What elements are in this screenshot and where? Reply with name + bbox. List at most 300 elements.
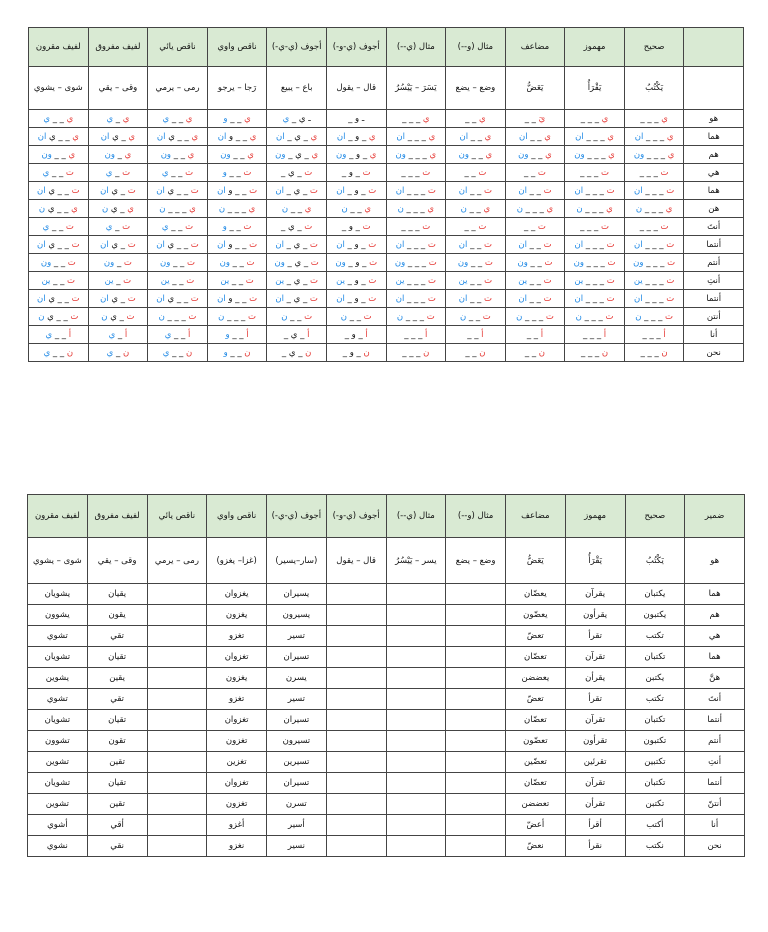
column-header: مهموز bbox=[565, 495, 625, 538]
conjugation-cell: تقي bbox=[87, 689, 147, 710]
conjugation-cell bbox=[326, 689, 386, 710]
conjugation-cell bbox=[386, 815, 446, 836]
column-header: صحيح bbox=[625, 495, 685, 538]
conjugation-cell bbox=[326, 773, 386, 794]
conjugation-cell bbox=[326, 626, 386, 647]
column-header: أجوف (ي-ي-) bbox=[267, 495, 327, 538]
pronoun-cell: أنتما bbox=[684, 290, 744, 308]
conjugation-cell bbox=[147, 626, 207, 647]
conjugation-cell: أقرأ bbox=[565, 815, 625, 836]
conjugation-cell: ت _ _ ون bbox=[207, 254, 267, 272]
table-row bbox=[29, 290, 744, 308]
conjugation-cell: نسير bbox=[267, 836, 327, 857]
column-header: مضاعف bbox=[505, 28, 565, 67]
conjugation-cell: يسيران bbox=[267, 584, 327, 605]
conjugation-cell: ت _ _ ي ان bbox=[29, 290, 89, 308]
example-verb-cell: باع – يبيع bbox=[267, 67, 327, 110]
pronoun-cell: هما bbox=[684, 182, 744, 200]
pronoun-cell: أنتِ bbox=[685, 752, 745, 773]
conjugation-cell: تسير bbox=[267, 689, 327, 710]
conjugation-cell: أشوي bbox=[28, 815, 88, 836]
conjugation-cell: ت _ _ ي ن bbox=[29, 308, 89, 326]
conjugation-cell: تقون bbox=[87, 731, 147, 752]
table-row bbox=[29, 272, 744, 290]
conjugation-cell bbox=[147, 668, 207, 689]
column-header: أجوف (ي-و-) bbox=[326, 495, 386, 538]
example-verb-cell: يَعَضُّ bbox=[505, 67, 565, 110]
conjugation-cell: ت _ _ _ ن bbox=[386, 308, 446, 326]
conjugation-cell: ي _ _ ان bbox=[505, 128, 565, 146]
conjugation-cell: ي _ _ _ ان bbox=[624, 128, 684, 146]
column-header bbox=[684, 28, 744, 67]
conjugation-cell: تشويان bbox=[28, 647, 88, 668]
conjugation-cell: ت _ ي _ ان bbox=[267, 182, 327, 200]
conjugation-cell: نغزو bbox=[207, 836, 267, 857]
conjugation-cell: ت _ و _ ين bbox=[326, 272, 386, 290]
table-row bbox=[29, 344, 744, 362]
example-verbs-row bbox=[28, 538, 745, 584]
example-verb-cell: وضع – يضع bbox=[446, 67, 506, 110]
column-header: مضاعف bbox=[506, 495, 566, 538]
table-row bbox=[29, 164, 744, 182]
conjugation-cell: أ _ _ _ bbox=[624, 326, 684, 344]
conjugation-cell: ت _ و _ ان bbox=[326, 236, 386, 254]
conjugation-examples-table bbox=[27, 494, 745, 857]
conjugation-cell: يعضضن bbox=[506, 668, 566, 689]
conjugation-cell: ن _ _ ي bbox=[148, 344, 208, 362]
conjugation-cell: ي _ _ ان bbox=[446, 128, 506, 146]
conjugation-cell: ت _ _ _ ن bbox=[148, 308, 208, 326]
conjugation-cell: ت _ ي _ ان bbox=[267, 236, 327, 254]
conjugation-cell bbox=[446, 689, 506, 710]
conjugation-cell: تسيران bbox=[267, 710, 327, 731]
conjugation-cell: ت _ _ ي ان bbox=[29, 236, 89, 254]
conjugation-cell: يشوون bbox=[28, 605, 88, 626]
example-verb-cell bbox=[684, 67, 744, 110]
table-row bbox=[28, 689, 745, 710]
conjugation-cell: ت _ ون bbox=[88, 254, 148, 272]
conjugation-cell: ت _ _ ن bbox=[267, 308, 327, 326]
conjugation-cell: أغزو bbox=[207, 815, 267, 836]
conjugation-cell: يقرأون bbox=[565, 605, 625, 626]
conjugation-cell: ت _ ي _ ون bbox=[267, 254, 327, 272]
conjugation-cell: ت _ _ و ان bbox=[207, 236, 267, 254]
conjugation-cell: ت _ _ ن bbox=[446, 308, 506, 326]
conjugation-cell: ت _ _ ي ان bbox=[148, 236, 208, 254]
column-header: لفيف مفروق bbox=[87, 495, 147, 538]
conjugation-cell: يغزون bbox=[207, 605, 267, 626]
column-header: صحيح bbox=[624, 28, 684, 67]
example-verb-cell: يَعَضُّ bbox=[506, 538, 566, 584]
conjugation-cell: ي _ _ ن bbox=[267, 200, 327, 218]
example-verb-cell: هو bbox=[685, 538, 745, 584]
pronoun-cell: هن bbox=[684, 200, 744, 218]
conjugation-cell: نعضّ bbox=[506, 836, 566, 857]
conjugation-cell: ت _ ي _ bbox=[267, 218, 327, 236]
conjugation-cell: ت _ _ ان bbox=[446, 236, 506, 254]
conjugation-cell: ي _ _ _ ان bbox=[386, 128, 446, 146]
conjugation-cell: ي _ _ _ ون bbox=[624, 146, 684, 164]
conjugation-cell: أكتب bbox=[625, 815, 685, 836]
conjugation-cell: ي _ _ ي ان bbox=[148, 128, 208, 146]
conjugation-cell: تسيران bbox=[267, 773, 327, 794]
conjugation-cell: تقيان bbox=[87, 647, 147, 668]
conjugation-cell: تغزون bbox=[207, 794, 267, 815]
conjugation-cell: ي _ _ _ ن bbox=[505, 200, 565, 218]
conjugation-cell: ت _ _ _ ون bbox=[565, 254, 625, 272]
conjugation-cell bbox=[386, 626, 446, 647]
conjugation-cell: ت _ _ _ bbox=[386, 218, 446, 236]
conjugation-cell: ي _ _ _ ن bbox=[624, 200, 684, 218]
conjugation-cell: ت _ _ ين bbox=[29, 272, 89, 290]
conjugation-cell: ي _ _ ون bbox=[29, 146, 89, 164]
conjugation-cell: تشويان bbox=[28, 710, 88, 731]
conjugation-cell: ت _ و _ bbox=[326, 164, 386, 182]
conjugation-cell: يقرآن bbox=[565, 584, 625, 605]
conjugation-cell: أعضّ bbox=[506, 815, 566, 836]
conjugation-cell bbox=[147, 815, 207, 836]
conjugation-cell: ت _ _ ان bbox=[505, 236, 565, 254]
example-verb-cell: رَجا – يرجو bbox=[207, 67, 267, 110]
conjugation-cell: ي _ _ _ bbox=[386, 110, 446, 128]
conjugation-cell: ت _ _ ين bbox=[505, 272, 565, 290]
conjugation-cell: ت _ _ _ ان bbox=[386, 236, 446, 254]
pronoun-cell: أنتن bbox=[684, 308, 744, 326]
conjugation-cell: تغزوان bbox=[207, 647, 267, 668]
conjugation-cell: تشوون bbox=[28, 731, 88, 752]
conjugation-cell: تكتبان bbox=[625, 773, 685, 794]
conjugation-cell bbox=[326, 731, 386, 752]
conjugation-cell: تغزوان bbox=[207, 773, 267, 794]
conjugation-cell: تقرأون bbox=[565, 731, 625, 752]
example-verb-cell: يَسَرَ – يَيْسُرُ bbox=[386, 67, 446, 110]
conjugation-cell bbox=[147, 836, 207, 857]
conjugation-cell: ن _ ي bbox=[88, 344, 148, 362]
conjugation-cell: تكتبان bbox=[625, 647, 685, 668]
conjugation-cell: ي _ _ bbox=[446, 110, 506, 128]
table-row bbox=[29, 236, 744, 254]
conjugation-cell: يقرأن bbox=[565, 668, 625, 689]
conjugation-cell: ت _ _ _ ون bbox=[386, 254, 446, 272]
conjugation-cell bbox=[446, 836, 506, 857]
pronoun-cell: أنتما bbox=[685, 773, 745, 794]
pronoun-cell: أنتنّ bbox=[685, 794, 745, 815]
conjugation-cell: ت _ _ ون bbox=[29, 254, 89, 272]
conjugation-cell: ي _ _ _ bbox=[624, 110, 684, 128]
conjugation-cell bbox=[446, 584, 506, 605]
conjugation-cell: تعضّون bbox=[506, 731, 566, 752]
pronoun-cell: هما bbox=[684, 128, 744, 146]
conjugation-cell bbox=[147, 689, 207, 710]
conjugation-cell: ي _ _ _ ن bbox=[148, 200, 208, 218]
conjugation-cell bbox=[147, 605, 207, 626]
pronoun-cell: أنتَ bbox=[685, 689, 745, 710]
conjugation-cell: ت _ _ _ ان bbox=[624, 236, 684, 254]
conjugation-cell: ت _ _ _ bbox=[624, 164, 684, 182]
conjugation-cell: تغزين bbox=[207, 752, 267, 773]
conjugation-cell: ت _ _ _ bbox=[565, 164, 625, 182]
conjugation-cell: ت _ _ ون bbox=[148, 254, 208, 272]
conjugation-cell: تكتب bbox=[625, 626, 685, 647]
conjugation-cell: ي _ ي _ ون bbox=[267, 146, 327, 164]
conjugation-cell bbox=[386, 647, 446, 668]
conjugation-cell: ت _ _ _ ان bbox=[565, 236, 625, 254]
conjugation-cell: ي _ _ ي bbox=[148, 110, 208, 128]
conjugation-cell: ت _ و _ ان bbox=[326, 290, 386, 308]
conjugation-cell: ي _ _ ن bbox=[326, 200, 386, 218]
conjugation-cell bbox=[147, 710, 207, 731]
conjugation-cell: نشوي bbox=[28, 836, 88, 857]
conjugation-cell: ن _ ي _ bbox=[267, 344, 327, 362]
conjugation-cell: ت _ _ ان bbox=[446, 182, 506, 200]
pronoun-cell: هنَّ bbox=[685, 668, 745, 689]
conjugation-cell: ي _ _ ون bbox=[505, 146, 565, 164]
conjugation-cell bbox=[386, 731, 446, 752]
pronoun-cell: هما bbox=[685, 647, 745, 668]
pronoun-cell: هم bbox=[685, 605, 745, 626]
conjugation-cell: تقرأن bbox=[565, 794, 625, 815]
conjugation-cell: ن _ _ و bbox=[207, 344, 267, 362]
pronoun-cell: هي bbox=[684, 164, 744, 182]
pronoun-cell: هي bbox=[685, 626, 745, 647]
conjugation-cell: تشوي bbox=[28, 626, 88, 647]
conjugation-cell: ـ ي _ ي bbox=[267, 110, 327, 128]
conjugation-cell: ي _ _ _ ون bbox=[565, 146, 625, 164]
conjugation-cell: ت _ ي _ bbox=[267, 164, 327, 182]
pronoun-cell: أنتِ bbox=[684, 272, 744, 290]
conjugation-cell: ي _ _ _ ن bbox=[565, 200, 625, 218]
conjugation-cell: ن _ _ _ bbox=[565, 344, 625, 362]
conjugation-cell bbox=[147, 647, 207, 668]
conjugation-cell: ت _ _ _ ين bbox=[624, 272, 684, 290]
pronoun-cell: نحن bbox=[685, 836, 745, 857]
table-row bbox=[28, 626, 745, 647]
conjugation-cell bbox=[446, 647, 506, 668]
column-header: لفيف مقرون bbox=[29, 28, 89, 67]
conjugation-cell: ت _ _ bbox=[446, 164, 506, 182]
conjugation-cell bbox=[147, 794, 207, 815]
conjugation-cell: يشويان bbox=[28, 584, 88, 605]
table-row bbox=[28, 815, 745, 836]
conjugation-cell: تسيران bbox=[267, 647, 327, 668]
conjugation-cell: تغزوان bbox=[207, 710, 267, 731]
conjugation-cell: تسيرين bbox=[267, 752, 327, 773]
example-verb-cell: (غزا– يغزو) bbox=[207, 538, 267, 584]
conjugation-cell: ي _ _ _ ن bbox=[207, 200, 267, 218]
conjugation-cell: أ _ _ ي bbox=[29, 326, 89, 344]
table-row bbox=[29, 326, 744, 344]
conjugation-cell: ي _ _ ون bbox=[207, 146, 267, 164]
conjugation-cell: يَ _ _ bbox=[505, 110, 565, 128]
conjugation-cell: ت _ ي _ ين bbox=[267, 272, 327, 290]
pronoun-cell: هو bbox=[684, 110, 744, 128]
conjugation-cell: نكتب bbox=[625, 836, 685, 857]
example-verbs-row bbox=[29, 67, 744, 110]
conjugation-cell: نقي bbox=[87, 836, 147, 857]
conjugation-cell: ي _ _ ون bbox=[446, 146, 506, 164]
conjugation-cell: ت _ _ ان bbox=[505, 182, 565, 200]
pronoun-cell: أنا bbox=[684, 326, 744, 344]
pronoun-cell: أنا bbox=[685, 815, 745, 836]
conjugation-cell bbox=[326, 836, 386, 857]
column-header: مثال (ي--) bbox=[386, 495, 446, 538]
conjugation-cell: ت _ ي ان bbox=[88, 290, 148, 308]
conjugation-cell: أ _ ي bbox=[88, 326, 148, 344]
conjugation-cell: تشوين bbox=[28, 794, 88, 815]
conjugation-cell bbox=[147, 584, 207, 605]
conjugation-cell bbox=[446, 626, 506, 647]
conjugation-cell: ت _ _ _ ين bbox=[565, 272, 625, 290]
column-header: ناقص واوي bbox=[207, 28, 267, 67]
conjugation-cell bbox=[386, 668, 446, 689]
conjugation-cell bbox=[446, 710, 506, 731]
conjugation-cell: ت _ _ ي bbox=[29, 218, 89, 236]
conjugation-cell: ن _ _ _ bbox=[386, 344, 446, 362]
header-row bbox=[29, 28, 744, 67]
column-header: ناقص يائي bbox=[148, 28, 208, 67]
conjugation-cell: تقرآن bbox=[565, 773, 625, 794]
column-header: ناقص يائي bbox=[147, 495, 207, 538]
conjugation-cell: تشوي bbox=[28, 689, 88, 710]
conjugation-cell bbox=[386, 773, 446, 794]
conjugation-cell: أ _ ي _ bbox=[267, 326, 327, 344]
example-verb-cell: قال – يقول bbox=[326, 538, 386, 584]
column-header: مثال (و--) bbox=[446, 495, 506, 538]
conjugation-cell bbox=[326, 647, 386, 668]
conjugation-cell bbox=[326, 668, 386, 689]
conjugation-cell bbox=[326, 710, 386, 731]
pronoun-cell: أنتما bbox=[685, 710, 745, 731]
conjugation-cell: ت _ ي ان bbox=[88, 182, 148, 200]
pronoun-cell: هما bbox=[685, 584, 745, 605]
conjugation-cell: تعضّان bbox=[506, 773, 566, 794]
pronoun-cell: أنتَ bbox=[684, 218, 744, 236]
conjugation-cell: ت _ _ و ان bbox=[207, 182, 267, 200]
table-row bbox=[29, 182, 744, 200]
conjugation-cell bbox=[446, 752, 506, 773]
conjugation-cell: تعضّ bbox=[506, 626, 566, 647]
conjugation-cell bbox=[386, 605, 446, 626]
conjugation-cell: أ _ _ _ bbox=[565, 326, 625, 344]
conjugation-cell: ن _ _ ي bbox=[29, 344, 89, 362]
table-row bbox=[29, 110, 744, 128]
conjugation-cell: ي _ ي ان bbox=[88, 128, 148, 146]
example-verb-cell: شوى – يشوي bbox=[28, 538, 88, 584]
conjugation-cell: ت _ _ _ ون bbox=[624, 254, 684, 272]
conjugation-cell: أ _ _ bbox=[505, 326, 565, 344]
conjugation-cell: ت _ _ _ ان bbox=[386, 290, 446, 308]
conjugation-cell: يقون bbox=[87, 605, 147, 626]
conjugation-cell bbox=[386, 710, 446, 731]
example-verb-cell: وقى – يقي bbox=[88, 67, 148, 110]
conjugation-cell: تسير bbox=[267, 626, 327, 647]
example-verb-cell: يَكْتُبُ bbox=[625, 538, 685, 584]
conjugation-cell: ي _ ون bbox=[88, 146, 148, 164]
conjugation-cell: ت _ _ _ bbox=[624, 218, 684, 236]
conjugation-cell: ي _ _ ن bbox=[446, 200, 506, 218]
conjugation-cell: تشويان bbox=[28, 773, 88, 794]
conjugation-cell: ت _ و _ bbox=[326, 218, 386, 236]
conjugation-cell: تكتبن bbox=[625, 794, 685, 815]
conjugation-cell: ن _ و _ bbox=[326, 344, 386, 362]
conjugation-cell: أ _ _ _ bbox=[386, 326, 446, 344]
conjugation-cell: ت _ _ ين bbox=[207, 272, 267, 290]
conjugation-cell: ت _ _ ين bbox=[446, 272, 506, 290]
conjugation-cell: تعضضن bbox=[506, 794, 566, 815]
table-row bbox=[29, 200, 744, 218]
conjugation-cell: تكتبين bbox=[625, 752, 685, 773]
example-verb-cell: وضع – يضع bbox=[446, 538, 506, 584]
conjugation-cell: ت _ ي ان bbox=[88, 236, 148, 254]
conjugation-cell bbox=[326, 752, 386, 773]
conjugation-cell: ت _ _ _ ن bbox=[207, 308, 267, 326]
conjugation-cell: أ _ و _ bbox=[326, 326, 386, 344]
conjugation-cell: تعضّ bbox=[506, 689, 566, 710]
conjugation-cell: ت _ _ و bbox=[207, 164, 267, 182]
conjugation-cell: يغزوان bbox=[207, 584, 267, 605]
conjugation-cell bbox=[446, 731, 506, 752]
conjugation-cell: يكتبون bbox=[625, 605, 685, 626]
example-verb-cell: شوى – يشوي bbox=[29, 67, 89, 110]
conjugation-cell: ت _ ي _ ان bbox=[267, 290, 327, 308]
conjugation-cell: ت _ _ ي bbox=[148, 164, 208, 182]
conjugation-cell: تقي bbox=[87, 626, 147, 647]
example-verb-cell: يَقْرَأُ bbox=[565, 67, 625, 110]
conjugation-cell: ت _ و _ ون bbox=[326, 254, 386, 272]
conjugation-cell: تكتبان bbox=[625, 710, 685, 731]
conjugation-cell: ت _ _ _ bbox=[386, 164, 446, 182]
conjugation-cell: تقرآن bbox=[565, 710, 625, 731]
conjugation-cell: أ _ _ bbox=[446, 326, 506, 344]
conjugation-cell: تعضّين bbox=[506, 752, 566, 773]
column-header: لفيف مفروق bbox=[88, 28, 148, 67]
conjugation-cell: ت _ ين bbox=[88, 272, 148, 290]
conjugation-cell: نقرأ bbox=[565, 836, 625, 857]
conjugation-cell bbox=[326, 815, 386, 836]
table-row bbox=[28, 731, 745, 752]
conjugation-cell: تسيرون bbox=[267, 731, 327, 752]
conjugation-cell: تقرآن bbox=[565, 647, 625, 668]
conjugation-cell: تكتب bbox=[625, 689, 685, 710]
conjugation-cell: ت _ _ ي bbox=[148, 218, 208, 236]
table-row bbox=[29, 146, 744, 164]
conjugation-cell: ت _ _ bbox=[505, 164, 565, 182]
conjugation-cell: ت _ _ _ bbox=[565, 218, 625, 236]
conjugation-cell bbox=[326, 605, 386, 626]
header-row bbox=[28, 495, 745, 538]
conjugation-cell: ت _ _ ن bbox=[326, 308, 386, 326]
conjugation-cell bbox=[446, 794, 506, 815]
conjugation-cell: يشوين bbox=[28, 668, 88, 689]
conjugation-template-table bbox=[28, 27, 744, 362]
conjugation-cell: ت _ _ bbox=[446, 218, 506, 236]
conjugation-cell: تغزون bbox=[207, 731, 267, 752]
example-verb-cell: يَقْرَأُ bbox=[565, 538, 625, 584]
pronoun-cell: هم bbox=[684, 146, 744, 164]
example-verb-cell: (سار–يسير) bbox=[267, 538, 327, 584]
conjugation-cell: ي _ _ و ان bbox=[207, 128, 267, 146]
table-row bbox=[28, 605, 745, 626]
table-row bbox=[28, 773, 745, 794]
conjugation-cell: تغزو bbox=[207, 626, 267, 647]
conjugation-cell: ت _ _ _ ن bbox=[565, 308, 625, 326]
conjugation-cell: ي _ _ و bbox=[207, 110, 267, 128]
conjugation-cell: ت _ _ ان bbox=[446, 290, 506, 308]
conjugation-cell: تكتبون bbox=[625, 731, 685, 752]
table-row bbox=[29, 254, 744, 272]
conjugation-cell: ي _ و _ ون bbox=[326, 146, 386, 164]
table-row bbox=[28, 584, 745, 605]
